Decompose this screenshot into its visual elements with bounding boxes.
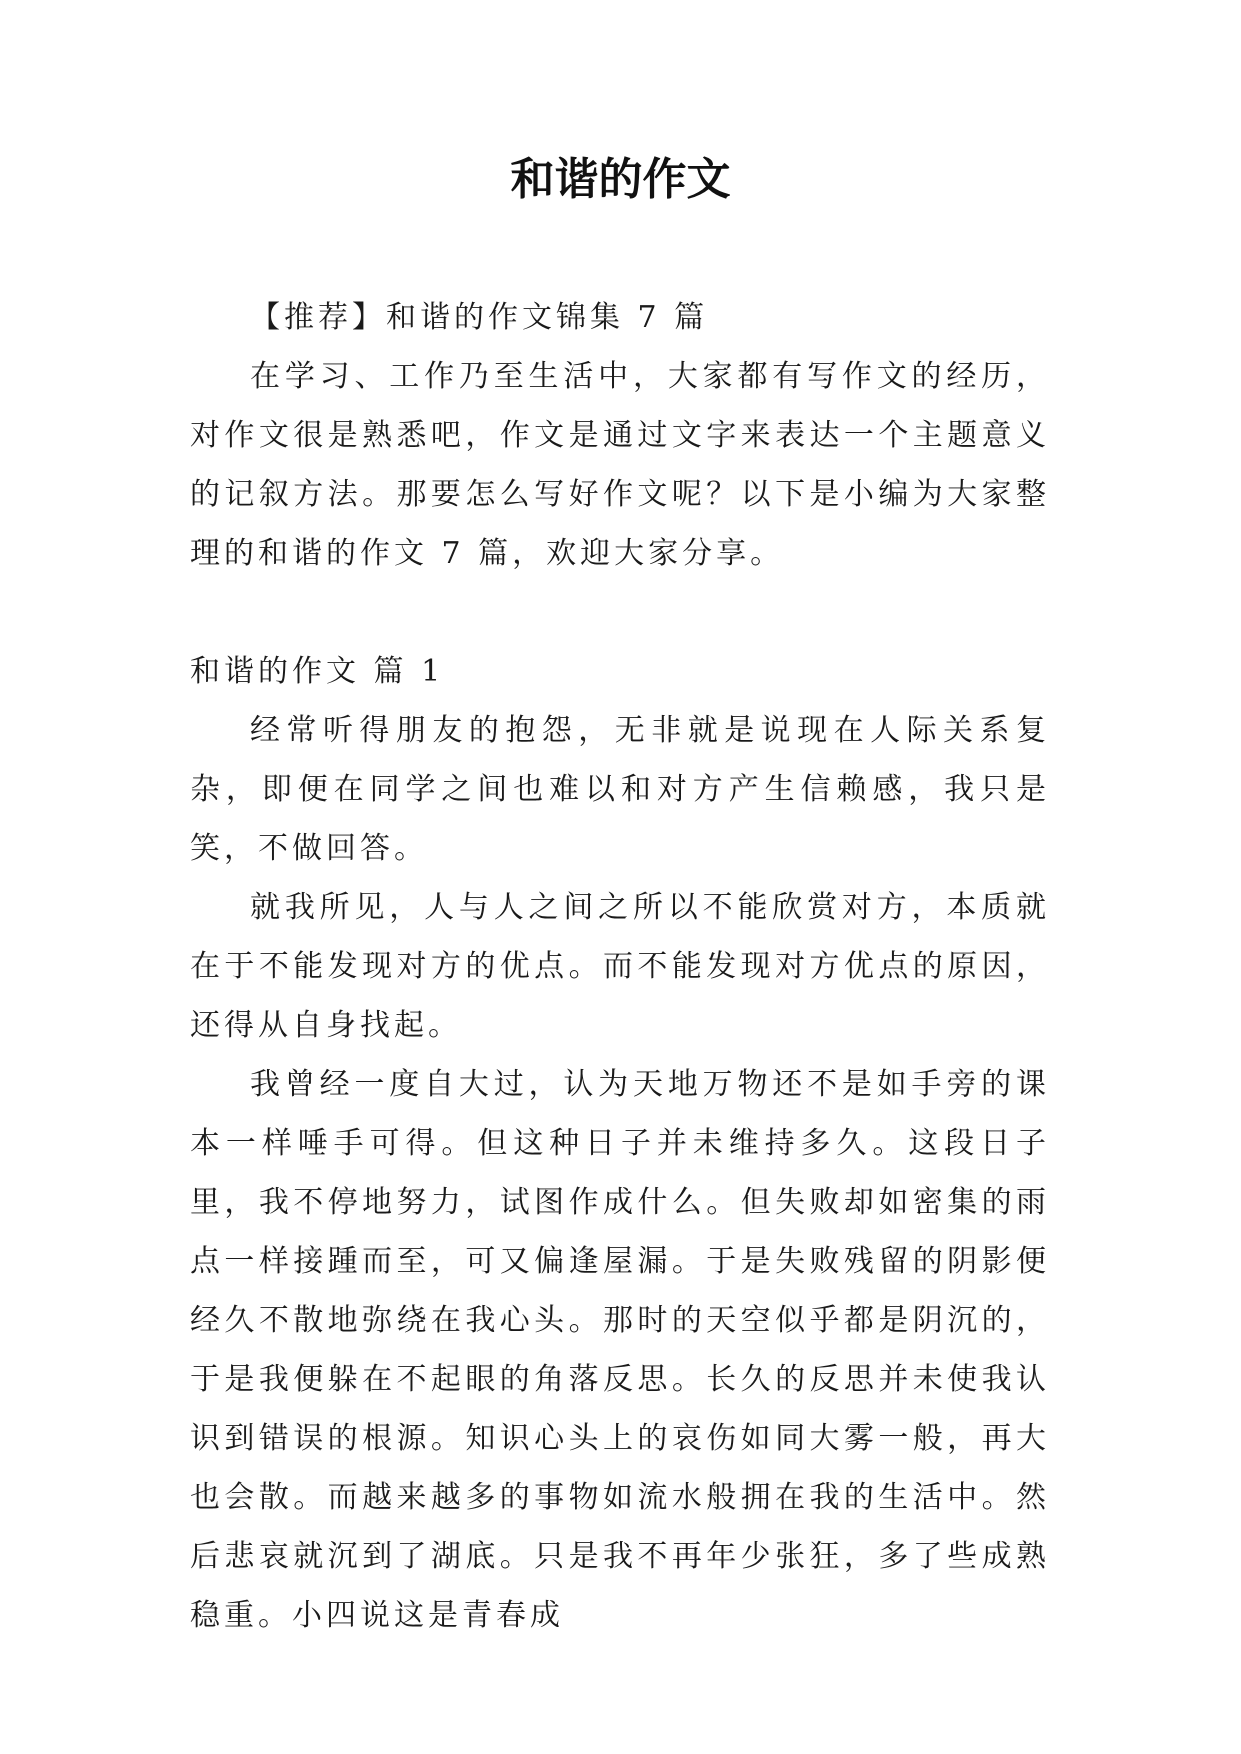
body-paragraph: 我曾经一度自大过，认为天地万物还不是如手旁的课本一样唾手可得。但这种日子并未维持多久。这段日子里，我不停地努力，试图作成什么。但失败却如密集的雨点一样接踵而至，可又偏逢屋漏。于是失败残留的阴影便经久不散地弥绕在我心头。那时的天空似乎都是阴沉的，于是我便躲在不起眼的角落反思。长久的反思并未使我认识到错误的根源。知识心头上的哀伤如同大雾一般，再大也会散。而越来越多的事物如流水般拥在我的生活中。然后悲哀就沉到了湖底。只是我不再年少张狂，多了些成熟稳重。小四说这是青春成 [190, 1067, 1050, 1633]
document-body [190, 288, 1050, 1645]
intro-line: 【推荐】和谐的作文锦集 7 篇 [250, 300, 709, 335]
body-paragraph: 就我所见，人与人之间之所以不能欣赏对方，本质就在于不能发现对方的优点。而不能发现对方优点的原因，还得从自身找起。 [190, 890, 1050, 1043]
paragraph-spacer [190, 583, 1050, 642]
document-title: 和谐的作文 [510, 154, 731, 205]
intro-paragraph: 在学习、工作乃至生活中，大家都有写作文的经历，对作文很是熟悉吧，作文是通过文字来表达一个主题意义的记叙方法。那要怎么写好作文呢？以下是小编为大家整理的和谐的作文 7 篇，欢迎大家分享。 [190, 359, 1050, 571]
body-paragraph: 经常听得朋友的抱怨，无非就是说现在人际关系复杂，即便在同学之间也难以和对方产生信赖感，我只是笑，不做回答。 [190, 713, 1050, 866]
section-heading: 和谐的作文 篇 1 [190, 654, 445, 689]
